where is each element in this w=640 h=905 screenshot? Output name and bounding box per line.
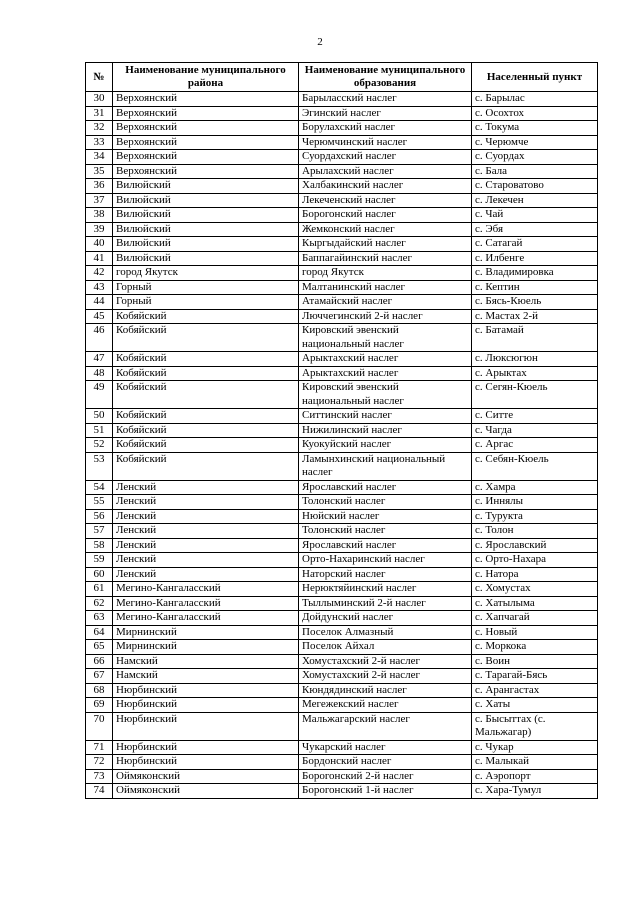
cell-municipality: Хомустахский 2-й наслег: [299, 669, 472, 684]
cell-settlement: с. Хатылыма: [472, 596, 598, 611]
table-row: [86, 106, 598, 121]
cell-number: 37: [86, 193, 113, 208]
cell-municipality: Кировский эвенский национальный наслег: [299, 381, 472, 409]
table-row: [86, 295, 598, 310]
cell-number: 49: [86, 381, 113, 409]
cell-settlement: с. Хамра: [472, 480, 598, 495]
cell-district: Ленский: [113, 553, 299, 568]
table-row: [86, 164, 598, 179]
cell-municipality: Толонский наслег: [299, 495, 472, 510]
cell-municipality: Суордахский наслег: [299, 150, 472, 165]
cell-district: Нюрбинский: [113, 698, 299, 713]
cell-municipality: Арылахский наслег: [299, 164, 472, 179]
cell-municipality: Тыллыминский 2-й наслег: [299, 596, 472, 611]
cell-settlement: с. Орто-Нахара: [472, 553, 598, 568]
cell-municipality: Арыктахский наслег: [299, 352, 472, 367]
cell-district: Верхоянский: [113, 121, 299, 136]
cell-municipality: Дойдунский наслег: [299, 611, 472, 626]
cell-district: Нюрбинский: [113, 683, 299, 698]
cell-district: Кобяйский: [113, 352, 299, 367]
table-row: [86, 222, 598, 237]
cell-municipality: Черюмчинский наслег: [299, 135, 472, 150]
cell-municipality: Борогонский 2-й наслег: [299, 769, 472, 784]
cell-municipality: Хомустахский 2-й наслег: [299, 654, 472, 669]
cell-municipality: Ярославский наслег: [299, 480, 472, 495]
cell-district: Верхоянский: [113, 92, 299, 107]
cell-settlement: с. Хомустах: [472, 582, 598, 597]
cell-settlement: с. Илбенге: [472, 251, 598, 266]
cell-municipality: Люччегинский 2-й наслег: [299, 309, 472, 324]
table-row: [86, 495, 598, 510]
cell-district: Ленский: [113, 567, 299, 582]
header-settlement: Населенный пункт: [472, 63, 598, 92]
cell-number: 58: [86, 538, 113, 553]
cell-municipality: Атамайский наслег: [299, 295, 472, 310]
cell-municipality: Арыктахский наслег: [299, 366, 472, 381]
cell-district: Вилюйский: [113, 179, 299, 194]
table-row: [86, 538, 598, 553]
cell-district: Нюрбинский: [113, 712, 299, 740]
cell-municipality: Борогонский наслег: [299, 208, 472, 223]
table-row: [86, 208, 598, 223]
cell-number: 43: [86, 280, 113, 295]
cell-number: 61: [86, 582, 113, 597]
cell-district: Кобяйский: [113, 438, 299, 453]
cell-settlement: с. Эбя: [472, 222, 598, 237]
cell-municipality: Кировский эвенский национальный наслег: [299, 324, 472, 352]
cell-number: 69: [86, 698, 113, 713]
cell-settlement: с. Батамай: [472, 324, 598, 352]
table-row: [86, 92, 598, 107]
cell-municipality: Поселок Айхал: [299, 640, 472, 655]
cell-settlement: с. Чагда: [472, 423, 598, 438]
table-body: [86, 92, 598, 799]
cell-district: Кобяйский: [113, 423, 299, 438]
cell-number: 56: [86, 509, 113, 524]
table-row: [86, 712, 598, 740]
cell-number: 45: [86, 309, 113, 324]
cell-number: 35: [86, 164, 113, 179]
table-row: [86, 553, 598, 568]
cell-district: Верхоянский: [113, 106, 299, 121]
cell-district: Кобяйский: [113, 324, 299, 352]
header-district: Наименование муниципального района: [113, 63, 299, 92]
cell-settlement: с. Черюмче: [472, 135, 598, 150]
cell-district: Намский: [113, 669, 299, 684]
cell-number: 46: [86, 324, 113, 352]
cell-settlement: с. Тарагай-Бясь: [472, 669, 598, 684]
table-row: [86, 755, 598, 770]
cell-settlement: с. Моркока: [472, 640, 598, 655]
cell-settlement: с. Натора: [472, 567, 598, 582]
table-row: [86, 324, 598, 352]
cell-district: Вилюйский: [113, 237, 299, 252]
cell-number: 40: [86, 237, 113, 252]
cell-settlement: с. Себян-Кюель: [472, 452, 598, 480]
table-row: [86, 251, 598, 266]
cell-municipality: Борулахский наслег: [299, 121, 472, 136]
cell-settlement: с. Толон: [472, 524, 598, 539]
cell-municipality: Барыласский наслег: [299, 92, 472, 107]
table-row: [86, 669, 598, 684]
cell-district: Верхоянский: [113, 164, 299, 179]
cell-number: 31: [86, 106, 113, 121]
cell-district: Мегино-Кангаласский: [113, 611, 299, 626]
cell-district: Мегино-Кангаласский: [113, 582, 299, 597]
cell-settlement: с. Хапчагай: [472, 611, 598, 626]
table-row: [86, 480, 598, 495]
table-row: [86, 567, 598, 582]
cell-number: 48: [86, 366, 113, 381]
table-row: [86, 352, 598, 367]
cell-district: Мирнинский: [113, 625, 299, 640]
cell-municipality: Мегежекский наслег: [299, 698, 472, 713]
table-row: [86, 366, 598, 381]
table-row: [86, 625, 598, 640]
cell-district: Мирнинский: [113, 640, 299, 655]
cell-municipality: Халбакинский наслег: [299, 179, 472, 194]
cell-settlement: с. Сегян-Кюель: [472, 381, 598, 409]
cell-settlement: с. Сатагай: [472, 237, 598, 252]
cell-municipality: Ситтинский наслег: [299, 409, 472, 424]
cell-municipality: Орто-Нахаринский наслег: [299, 553, 472, 568]
cell-settlement: с. Аэропорт: [472, 769, 598, 784]
cell-settlement: с. Осохтох: [472, 106, 598, 121]
cell-municipality: Толонский наслег: [299, 524, 472, 539]
cell-settlement: с. Малыкай: [472, 755, 598, 770]
cell-municipality: город Якутск: [299, 266, 472, 281]
cell-number: 33: [86, 135, 113, 150]
table-row: [86, 266, 598, 281]
cell-number: 65: [86, 640, 113, 655]
cell-district: Вилюйский: [113, 222, 299, 237]
settlements-table: [85, 62, 598, 799]
cell-district: Оймяконский: [113, 784, 299, 799]
table-row: [86, 698, 598, 713]
table-row: [86, 640, 598, 655]
cell-district: Ленский: [113, 538, 299, 553]
cell-municipality: Поселок Алмазный: [299, 625, 472, 640]
cell-number: 51: [86, 423, 113, 438]
cell-district: Нюрбинский: [113, 755, 299, 770]
table-row: [86, 438, 598, 453]
cell-municipality: Наторский наслег: [299, 567, 472, 582]
cell-settlement: с. Бысыттах (с. Мальжагар): [472, 712, 598, 740]
cell-municipality: Жемконский наслег: [299, 222, 472, 237]
cell-municipality: Чукарский наслег: [299, 740, 472, 755]
cell-district: Верхоянский: [113, 150, 299, 165]
cell-number: 59: [86, 553, 113, 568]
cell-municipality: Куокуйский наслег: [299, 438, 472, 453]
cell-settlement: с. Токума: [472, 121, 598, 136]
cell-municipality: Ламынхинский национальный наслег: [299, 452, 472, 480]
cell-number: 38: [86, 208, 113, 223]
cell-district: город Якутск: [113, 266, 299, 281]
cell-district: Оймяконский: [113, 769, 299, 784]
table-row: [86, 596, 598, 611]
cell-municipality: Нюйский наслег: [299, 509, 472, 524]
cell-settlement: с. Ситте: [472, 409, 598, 424]
cell-number: 34: [86, 150, 113, 165]
table-row: [86, 784, 598, 799]
cell-settlement: с. Суордах: [472, 150, 598, 165]
cell-settlement: с. Люксюгюн: [472, 352, 598, 367]
header-municipality: Наименование муниципального образования: [299, 63, 472, 92]
cell-district: Кобяйский: [113, 409, 299, 424]
cell-settlement: с. Новый: [472, 625, 598, 640]
cell-settlement: с. Турукта: [472, 509, 598, 524]
cell-number: 32: [86, 121, 113, 136]
page-number: 2: [317, 36, 323, 48]
cell-municipality: Лекеченский наслег: [299, 193, 472, 208]
cell-district: Кобяйский: [113, 381, 299, 409]
cell-number: 74: [86, 784, 113, 799]
table-row: [86, 237, 598, 252]
cell-number: 30: [86, 92, 113, 107]
cell-municipality: Нерюктяйинский наслег: [299, 582, 472, 597]
cell-number: 52: [86, 438, 113, 453]
cell-municipality: Бордонский наслег: [299, 755, 472, 770]
cell-district: Ленский: [113, 495, 299, 510]
cell-settlement: с. Воин: [472, 654, 598, 669]
cell-number: 57: [86, 524, 113, 539]
cell-settlement: с. Арыктах: [472, 366, 598, 381]
cell-number: 60: [86, 567, 113, 582]
cell-settlement: с. Бясь-Кюель: [472, 295, 598, 310]
cell-municipality: Мальжагарский наслег: [299, 712, 472, 740]
cell-district: Горный: [113, 295, 299, 310]
cell-district: Ленский: [113, 480, 299, 495]
table-row: [86, 452, 598, 480]
table-row: [86, 179, 598, 194]
table-row: [86, 769, 598, 784]
table-row: [86, 740, 598, 755]
cell-municipality: Малтанинский наслег: [299, 280, 472, 295]
cell-number: 39: [86, 222, 113, 237]
cell-number: 66: [86, 654, 113, 669]
table-row: [86, 611, 598, 626]
cell-municipality: Ярославский наслег: [299, 538, 472, 553]
cell-number: 71: [86, 740, 113, 755]
table-row: [86, 423, 598, 438]
cell-number: 67: [86, 669, 113, 684]
table-row: [86, 150, 598, 165]
table-row: [86, 280, 598, 295]
cell-district: Ленский: [113, 524, 299, 539]
cell-municipality: Эгинский наслег: [299, 106, 472, 121]
cell-district: Кобяйский: [113, 366, 299, 381]
cell-settlement: с. Мастах 2-й: [472, 309, 598, 324]
table-row: [86, 524, 598, 539]
table-header-row: [86, 63, 598, 92]
cell-settlement: с. Староватово: [472, 179, 598, 194]
cell-municipality: Борогонский 1-й наслег: [299, 784, 472, 799]
cell-settlement: с. Аргас: [472, 438, 598, 453]
cell-district: Горный: [113, 280, 299, 295]
cell-settlement: с. Хара-Тумул: [472, 784, 598, 799]
cell-settlement: с. Иннялы: [472, 495, 598, 510]
cell-number: 62: [86, 596, 113, 611]
cell-settlement: с. Чай: [472, 208, 598, 223]
table-row: [86, 654, 598, 669]
cell-number: 47: [86, 352, 113, 367]
cell-number: 64: [86, 625, 113, 640]
cell-district: Нюрбинский: [113, 740, 299, 755]
cell-number: 55: [86, 495, 113, 510]
cell-district: Кобяйский: [113, 309, 299, 324]
table-row: [86, 409, 598, 424]
cell-number: 50: [86, 409, 113, 424]
cell-settlement: с. Лекечен: [472, 193, 598, 208]
cell-number: 73: [86, 769, 113, 784]
table-row: [86, 193, 598, 208]
cell-number: 70: [86, 712, 113, 740]
cell-number: 53: [86, 452, 113, 480]
cell-number: 36: [86, 179, 113, 194]
table-row: [86, 121, 598, 136]
cell-settlement: с. Владимировка: [472, 266, 598, 281]
cell-municipality: Кыргыдайский наслег: [299, 237, 472, 252]
cell-number: 42: [86, 266, 113, 281]
cell-district: Верхоянский: [113, 135, 299, 150]
cell-settlement: с. Хаты: [472, 698, 598, 713]
table-row: [86, 582, 598, 597]
cell-settlement: с. Ярославский: [472, 538, 598, 553]
cell-number: 44: [86, 295, 113, 310]
cell-district: Вилюйский: [113, 208, 299, 223]
cell-municipality: Баппагайинский наслег: [299, 251, 472, 266]
table-row: [86, 309, 598, 324]
cell-district: Намский: [113, 654, 299, 669]
cell-settlement: с. Барылас: [472, 92, 598, 107]
cell-settlement: с. Арангастах: [472, 683, 598, 698]
header-number: №: [86, 63, 113, 92]
cell-settlement: с. Кептин: [472, 280, 598, 295]
cell-settlement: с. Чукар: [472, 740, 598, 755]
cell-number: 54: [86, 480, 113, 495]
cell-district: Вилюйский: [113, 193, 299, 208]
table-row: [86, 381, 598, 409]
cell-number: 68: [86, 683, 113, 698]
cell-number: 63: [86, 611, 113, 626]
table-row: [86, 509, 598, 524]
cell-district: Ленский: [113, 509, 299, 524]
cell-district: Мегино-Кангаласский: [113, 596, 299, 611]
cell-district: Вилюйский: [113, 251, 299, 266]
cell-settlement: с. Бала: [472, 164, 598, 179]
cell-number: 41: [86, 251, 113, 266]
cell-number: 72: [86, 755, 113, 770]
table-row: [86, 135, 598, 150]
cell-municipality: Нижилинский наслег: [299, 423, 472, 438]
cell-district: Кобяйский: [113, 452, 299, 480]
table-row: [86, 683, 598, 698]
cell-municipality: Кюндядинский наслег: [299, 683, 472, 698]
